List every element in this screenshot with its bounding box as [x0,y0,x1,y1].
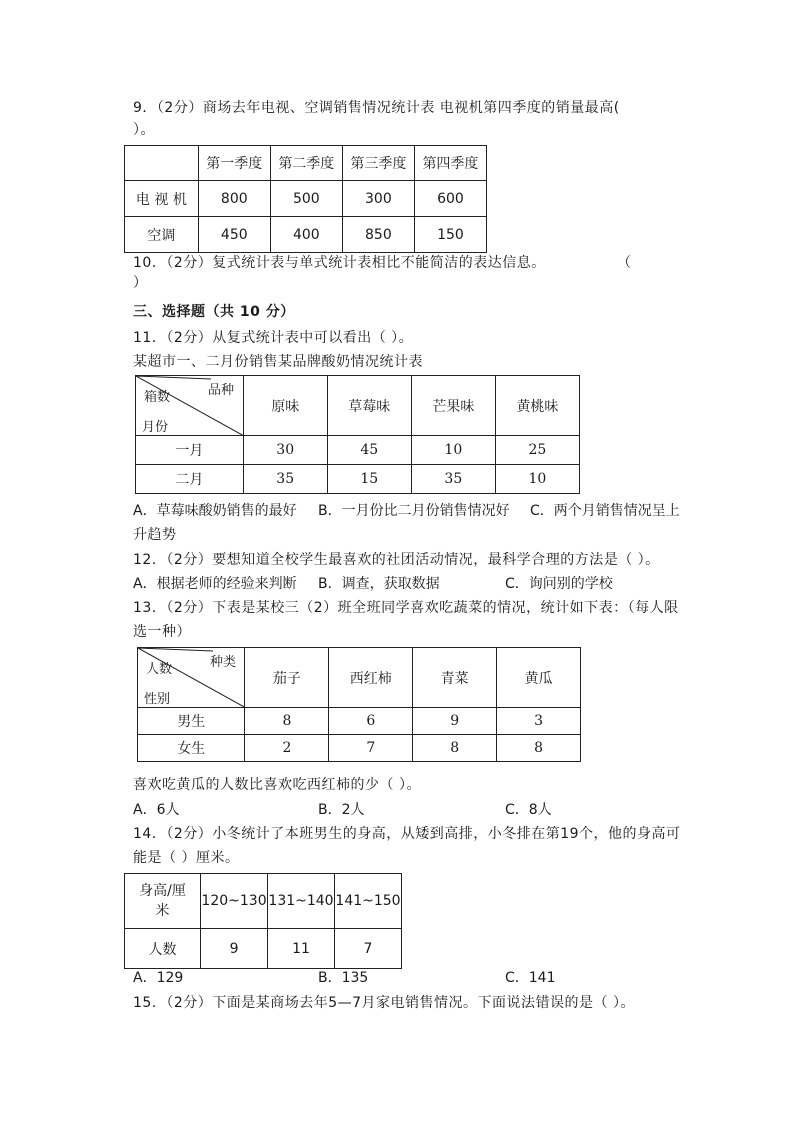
q12-option-c: C．询问别的学校 [505,576,613,592]
header-label-line2: 米 [155,903,170,919]
corner-cell [138,648,245,708]
table-row [125,181,487,217]
q15-stem: 15．（2分）下面是某商场去年5—7月家电销售情况。下面说法错误的是（ ）。 [133,995,635,1011]
row-label: 电 视 机 [125,181,199,217]
q14-table [124,873,402,969]
row-label: 女生 [138,735,245,762]
table-cell: 9 [201,929,268,969]
table-cell: 800 [198,181,270,217]
table-cell: 6 [329,708,413,735]
q12-option-a: A．根据老师的经验来判断 [133,576,297,592]
table-cell: 35 [411,465,495,494]
corner-cell [136,376,244,436]
q13-stem: 13．（2分）下表是某校三（2）班全班同学喜欢吃蔬菜的情况，统计如下表：（每人限 [133,600,679,616]
row-label: 男生 [138,708,245,735]
table-header-cell [125,146,199,181]
corner-mid-left: 箱数 [144,390,171,405]
corner-top-right: 品种 [208,383,235,398]
table-row [136,376,580,436]
q9-stem: 9．（2分）商场去年电视、空调销售情况统计表 电视机第四季度的销量最高( [133,100,620,116]
corner-top-right: 种类 [210,655,237,670]
table-header-cell: 草莓味 [327,376,411,436]
q10-stem: 10．（2分）复式统计表与单式统计表相比不能简洁的表达信息。 [133,255,546,271]
table-row [125,146,487,181]
table-cell: 8 [497,735,581,762]
table-cell: 150 [414,217,486,253]
table-cell: 15 [327,465,411,494]
corner-bottom-left: 性别 [144,692,171,707]
table-header-cell: 黄桃味 [495,376,579,436]
table-cell: 9 [413,708,497,735]
table-cell: 450 [198,217,270,253]
table-cell: 10 [495,465,579,494]
table-row [125,874,402,929]
table-cell: 300 [342,181,414,217]
table-cell: 11 [268,929,335,969]
table-header-cell: 第四季度 [414,146,486,181]
table-header-cell: 青菜 [413,648,497,708]
q14-option-c: C．141 [505,970,556,986]
q9-stem-cont: ）。 [133,122,155,138]
table-header-cell: 黄瓜 [497,648,581,708]
table-cell: 45 [327,436,411,465]
q13-option-a: A．6人 [133,802,180,818]
table-cell: 850 [342,217,414,253]
table-row [138,648,581,708]
q11-option-b: B．一月份比二月份销售情况好 [318,503,510,519]
row-label: 空调 [125,217,199,253]
table-cell: 8 [413,735,497,762]
q11-option-c: C．两个月销售情况呈上 [530,503,680,519]
table-cell: 500 [270,181,342,217]
table-row [125,217,487,253]
table-cell: 25 [495,436,579,465]
table-header-cell: 120~130 [201,874,268,929]
q11-option-c-cont: 升趋势 [133,527,177,543]
q13-stem-cont: 选一种） [133,624,191,640]
table-header-cell: 芒果味 [411,376,495,436]
table-header-cell: 131~140 [268,874,335,929]
q11-option-a: A．草莓味酸奶销售的最好 [133,503,297,519]
table-cell: 7 [329,735,413,762]
q13-option-b: B．2人 [318,802,365,818]
table-header-cell: 第一季度 [198,146,270,181]
table-cell: 7 [335,929,402,969]
row-label: 二月 [136,465,244,494]
table-cell: 35 [243,465,327,494]
q13-question: 喜欢吃黄瓜的人数比喜欢吃西红柿的少（ ）。 [133,777,421,793]
table-row [138,735,581,762]
table-cell: 2 [245,735,329,762]
table-row [125,929,402,969]
table-cell: 600 [414,181,486,217]
table-header-cell: 原味 [243,376,327,436]
q10-paren: （ [617,255,631,271]
q13-option-c: C．8人 [505,802,552,818]
q14-stem: 14．（2分）小冬统计了本班男生的身高，从矮到高排，小冬排在第19个，他的身高可 [133,826,681,842]
corner-mid-left: 人数 [146,662,173,677]
q14-stem-cont: 能是（ ）厘米。 [133,850,240,866]
row-label: 人数 [125,929,201,969]
q11-stem: 11．（2分）从复式统计表中可以看出（ ）。 [133,330,414,346]
table-header-cell: 第二季度 [270,146,342,181]
q11-table [135,375,580,494]
table-cell: 10 [411,436,495,465]
header-label-line1: 身高/厘 [139,883,186,899]
table-header-cell: 茄子 [245,648,329,708]
q14-option-b: B．135 [318,970,369,986]
row-label: 一月 [136,436,244,465]
table-header-cell [125,874,201,929]
table-header-cell: 141~150 [335,874,402,929]
table-cell: 400 [270,217,342,253]
q12-stem: 12．（2分）要想知道全校学生最喜欢的社团活动情况，最科学合理的方法是（ ）。 [133,552,660,568]
section-heading: 三、选择题（共 10 分） [133,304,295,320]
table-header-cell: 第三季度 [342,146,414,181]
table-row [138,708,581,735]
q13-table [137,647,581,762]
table-cell: 30 [243,436,327,465]
table-row [136,436,580,465]
q12-option-b: B．调查，获取数据 [318,576,440,592]
q9-table [124,145,487,253]
table-header-cell: 西红柿 [329,648,413,708]
q14-option-a: A．129 [133,970,184,986]
q11-caption: 某超市一、二月份销售某品牌酸奶情况统计表 [133,354,423,370]
table-row [136,465,580,494]
q10-stem-cont: ） [133,275,148,291]
table-cell: 8 [245,708,329,735]
table-cell: 3 [497,708,581,735]
corner-bottom-left: 月份 [142,420,169,435]
